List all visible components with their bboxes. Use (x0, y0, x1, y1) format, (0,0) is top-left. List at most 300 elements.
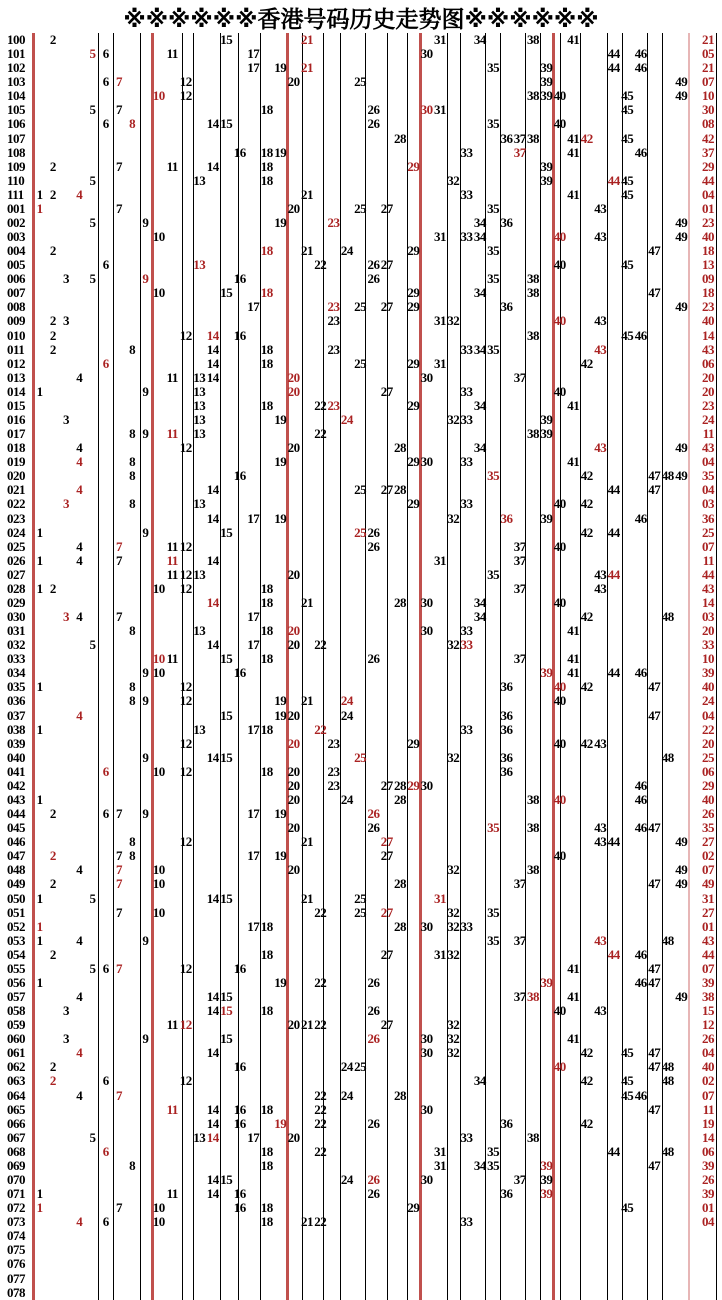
drawn-number: 31 (433, 229, 446, 245)
drawn-number: 32 (447, 1031, 460, 1047)
result-value: 40 (702, 679, 714, 695)
drawn-number: 3 (63, 1003, 70, 1019)
drawn-number: 33 (460, 1129, 473, 1145)
row-label: 024 (7, 524, 25, 540)
drawn-number: 32 (447, 946, 460, 962)
row-label: 005 (7, 257, 25, 273)
special-number: 43 (594, 932, 607, 948)
draw-row (0, 666, 722, 680)
drawn-number: 2 (49, 186, 56, 202)
drawn-number: 30 (420, 46, 433, 62)
row-label: 018 (7, 440, 25, 456)
drawn-number: 47 (648, 1045, 661, 1061)
special-number: 11 (166, 1101, 178, 1117)
drawn-number: 27 (380, 299, 393, 315)
row-label: 022 (7, 496, 25, 512)
drawn-number: 27 (380, 200, 393, 216)
row-label: 016 (7, 411, 25, 427)
drawn-number: 40 (553, 88, 566, 104)
drawn-number: 20 (287, 200, 300, 216)
drawn-number: 15 (220, 1031, 233, 1047)
drawn-number: 7 (115, 158, 122, 174)
draw-row (0, 1145, 722, 1159)
drawn-number: 24 (340, 707, 353, 723)
drawn-number: 16 (233, 665, 246, 681)
special-number: 35 (487, 820, 500, 836)
drawn-number: 22 (314, 1115, 327, 1131)
drawn-number: 25 (354, 299, 367, 315)
drawn-number: 20 (287, 707, 300, 723)
drawn-number: 2 (49, 243, 56, 259)
drawn-number: 24 (340, 243, 353, 259)
drawn-number: 46 (634, 144, 647, 160)
draw-row (0, 596, 722, 610)
special-number: 20 (287, 623, 300, 639)
special-number: 14 (206, 327, 219, 343)
drawn-number: 39 (540, 411, 553, 427)
drawn-number: 14 (206, 158, 219, 174)
draw-row (0, 469, 722, 483)
special-number: 24 (340, 693, 353, 709)
result-value: 40 (702, 313, 714, 329)
draw-row (0, 371, 722, 385)
row-label: 032 (7, 637, 25, 653)
drawn-number: 6 (102, 257, 109, 273)
draw-row (0, 526, 722, 540)
drawn-number: 33 (460, 623, 473, 639)
draw-row (0, 1032, 722, 1046)
result-value: 04 (702, 482, 714, 498)
drawn-number: 38 (527, 32, 540, 47)
draw-row (0, 75, 722, 89)
result-value: 40 (702, 1059, 714, 1075)
drawn-number: 16 (233, 1101, 246, 1117)
drawn-number: 46 (634, 665, 647, 681)
drawn-number: 38 (527, 1129, 540, 1145)
drawn-number: 18 (260, 102, 273, 118)
drawn-number: 10 (152, 904, 165, 920)
drawn-number: 31 (433, 946, 446, 962)
drawn-number: 1 (36, 524, 43, 540)
row-label: 010 (7, 327, 25, 343)
draw-row (0, 962, 722, 976)
drawn-number: 8 (129, 341, 136, 357)
row-label: 009 (7, 313, 25, 329)
drawn-number: 27 (380, 946, 393, 962)
row-label: 050 (7, 890, 25, 906)
special-number: 5 (89, 46, 96, 62)
draw-row (0, 1229, 722, 1243)
drawn-number: 14 (206, 1186, 219, 1202)
drawn-number: 47 (648, 243, 661, 259)
drawn-number: 15 (220, 524, 233, 540)
drawn-number: 30 (420, 1171, 433, 1187)
row-label: 100 (7, 32, 25, 47)
drawn-number: 34 (473, 440, 486, 456)
drawn-number: 6 (102, 46, 109, 62)
result-value: 44 (702, 566, 714, 582)
drawn-number: 17 (247, 60, 260, 76)
special-number: 14 (206, 594, 219, 610)
drawn-number: 42 (580, 1045, 593, 1061)
drawn-number: 37 (513, 538, 526, 554)
drawn-number: 35 (487, 200, 500, 216)
drawn-number: 30 (420, 1045, 433, 1061)
draw-row (0, 709, 722, 723)
drawn-number: 5 (89, 102, 96, 118)
drawn-number: 8 (129, 848, 136, 864)
drawn-number: 28 (394, 777, 407, 793)
drawn-number: 35 (487, 341, 500, 357)
drawn-number: 11 (166, 369, 178, 385)
result-value: 06 (702, 355, 714, 371)
drawn-number: 14 (206, 552, 219, 568)
drawn-number: 45 (621, 186, 634, 202)
draw-row (0, 1243, 722, 1257)
result-value: 43 (702, 580, 714, 596)
result-value: 06 (702, 763, 714, 779)
special-number: 15 (220, 1003, 233, 1019)
result-value: 04 (702, 454, 714, 470)
result-value: 04 (702, 1214, 714, 1230)
drawn-number: 47 (648, 482, 661, 498)
special-number: 38 (527, 989, 540, 1005)
draw-row (0, 1046, 722, 1060)
drawn-number: 3 (63, 1031, 70, 1047)
drawn-number: 16 (233, 271, 246, 287)
drawn-number: 14 (206, 1045, 219, 1061)
result-value: 36 (702, 510, 714, 526)
drawn-number: 34 (473, 229, 486, 245)
drawn-number: 19 (274, 848, 287, 864)
row-label: 066 (7, 1115, 25, 1131)
draw-row (0, 751, 722, 765)
drawn-number: 41 (567, 454, 580, 470)
drawn-number: 43 (594, 313, 607, 329)
drawn-number: 44 (607, 1143, 620, 1159)
drawn-number: 46 (634, 820, 647, 836)
drawn-number: 1 (36, 679, 43, 695)
result-value: 04 (702, 1045, 714, 1061)
row-label: 003 (7, 229, 25, 245)
drawn-number: 13 (193, 411, 206, 427)
drawn-number: 31 (433, 32, 446, 47)
drawn-number: 42 (580, 1073, 593, 1089)
drawn-number: 6 (102, 960, 109, 976)
result-value: 26 (702, 1031, 714, 1047)
result-value: 10 (702, 88, 714, 104)
drawn-number: 34 (473, 594, 486, 610)
drawn-number: 5 (89, 637, 96, 653)
special-number: 18 (260, 285, 273, 301)
drawn-number: 46 (634, 777, 647, 793)
drawn-number: 41 (567, 130, 580, 146)
result-value: 25 (702, 749, 714, 765)
result-value: 02 (702, 1073, 714, 1089)
drawn-number: 4 (76, 1087, 83, 1103)
drawn-number: 14 (206, 637, 219, 653)
drawn-number: 18 (260, 594, 273, 610)
result-value: 38 (702, 989, 714, 1005)
drawn-number: 19 (274, 214, 287, 230)
row-label: 015 (7, 397, 25, 413)
drawn-number: 12 (179, 763, 192, 779)
drawn-number: 14 (206, 890, 219, 906)
row-label: 001 (7, 200, 25, 216)
row-label: 077 (7, 1270, 25, 1286)
drawn-number: 9 (142, 383, 149, 399)
special-number: 39 (540, 1186, 553, 1202)
drawn-number: 49 (675, 88, 688, 104)
drawn-number: 33 (460, 1214, 473, 1230)
special-number: 6 (102, 1143, 109, 1159)
result-value: 20 (702, 369, 714, 385)
drawn-number: 11 (166, 566, 178, 582)
drawn-number: 46 (634, 510, 647, 526)
drawn-number: 43 (594, 735, 607, 751)
drawn-number: 12 (179, 566, 192, 582)
drawn-number: 37 (513, 369, 526, 385)
drawn-number: 19 (274, 411, 287, 427)
drawn-number: 16 (233, 1200, 246, 1216)
special-number: 44 (607, 172, 620, 188)
draw-row (0, 300, 722, 314)
drawn-number: 19 (274, 707, 287, 723)
special-number: 7 (115, 862, 122, 878)
special-number: 40 (553, 791, 566, 807)
drawn-number: 2 (49, 341, 56, 357)
drawn-number: 34 (473, 609, 486, 625)
draw-row (0, 694, 722, 708)
row-label: 107 (7, 130, 25, 146)
drawn-number: 25 (354, 200, 367, 216)
result-value: 07 (702, 538, 714, 554)
drawn-number: 13 (193, 1129, 206, 1145)
drawn-number: 18 (260, 144, 273, 160)
result-value: 07 (702, 1087, 714, 1103)
result-value: 01 (702, 918, 714, 934)
drawn-number: 49 (675, 440, 688, 456)
drawn-number: 12 (179, 735, 192, 751)
drawn-number: 35 (487, 60, 500, 76)
drawn-number: 19 (274, 974, 287, 990)
drawn-number: 45 (621, 1087, 634, 1103)
drawn-number: 1 (36, 186, 43, 202)
row-label: 012 (7, 355, 25, 371)
draw-row (0, 33, 722, 47)
drawn-number: 28 (394, 482, 407, 498)
row-label: 025 (7, 538, 25, 554)
special-number: 7 (115, 74, 122, 90)
drawn-number: 14 (206, 116, 219, 132)
drawn-number: 24 (340, 1087, 353, 1103)
drawn-number: 7 (115, 806, 122, 822)
result-value: 22 (702, 721, 714, 737)
drawn-number: 36 (500, 749, 513, 765)
draw-row (0, 244, 722, 258)
drawn-number: 2 (49, 876, 56, 892)
drawn-number: 38 (527, 271, 540, 287)
drawn-number: 1 (36, 580, 43, 596)
drawn-number: 45 (621, 1045, 634, 1061)
drawn-number: 1 (36, 552, 43, 568)
drawn-number: 2 (49, 580, 56, 596)
drawn-number: 33 (460, 186, 473, 202)
drawn-number: 39 (540, 510, 553, 526)
drawn-number: 39 (540, 60, 553, 76)
draw-row (0, 329, 722, 343)
drawn-number: 37 (513, 989, 526, 1005)
drawn-number: 21 (300, 186, 313, 202)
drawn-number: 47 (648, 707, 661, 723)
special-number: 4 (76, 707, 83, 723)
drawn-number: 18 (260, 1200, 273, 1216)
drawn-number: 37 (513, 876, 526, 892)
drawn-number: 23 (327, 763, 340, 779)
drawn-number: 25 (354, 74, 367, 90)
drawn-number: 14 (206, 510, 219, 526)
drawn-number: 17 (247, 299, 260, 315)
drawn-number: 22 (314, 426, 327, 442)
drawn-number: 36 (500, 1115, 513, 1131)
drawn-number: 30 (420, 369, 433, 385)
drawn-number: 39 (540, 74, 553, 90)
drawn-number: 8 (129, 454, 136, 470)
drawn-number: 26 (367, 271, 380, 287)
drawn-number: 23 (327, 777, 340, 793)
drawn-number: 9 (142, 214, 149, 230)
drawn-number: 34 (473, 397, 486, 413)
drawn-number: 18 (260, 580, 273, 596)
drawn-number: 18 (260, 1157, 273, 1173)
row-label: 101 (7, 46, 25, 62)
result-value: 27 (702, 904, 714, 920)
drawn-number: 46 (634, 46, 647, 62)
row-label: 055 (7, 960, 25, 976)
drawn-number: 35 (487, 932, 500, 948)
draw-row (0, 877, 722, 891)
result-value: 04 (702, 186, 714, 202)
drawn-number: 20 (287, 566, 300, 582)
row-label: 042 (7, 777, 25, 793)
row-label: 045 (7, 820, 25, 836)
drawn-number: 45 (621, 130, 634, 146)
drawn-number: 35 (487, 904, 500, 920)
result-value: 07 (702, 862, 714, 878)
drawn-number: 48 (661, 1143, 674, 1159)
result-value: 23 (702, 299, 714, 315)
special-number: 23 (327, 299, 340, 315)
drawn-number: 2 (49, 32, 56, 47)
row-label: 046 (7, 834, 25, 850)
drawn-number: 28 (394, 440, 407, 456)
drawn-number: 10 (152, 1214, 165, 1230)
row-label: 033 (7, 651, 25, 667)
draw-row (0, 610, 722, 624)
drawn-number: 7 (115, 200, 122, 216)
special-number: 22 (314, 721, 327, 737)
special-number: 24 (340, 411, 353, 427)
drawn-number: 36 (500, 721, 513, 737)
row-label: 053 (7, 932, 25, 948)
drawn-number: 28 (394, 918, 407, 934)
drawn-number: 31 (433, 313, 446, 329)
drawn-number: 7 (115, 102, 122, 118)
drawn-number: 10 (152, 876, 165, 892)
drawn-number: 2 (49, 946, 56, 962)
drawn-number: 47 (648, 468, 661, 484)
drawn-number: 22 (314, 1087, 327, 1103)
row-label: 061 (7, 1045, 25, 1061)
drawn-number: 40 (553, 693, 566, 709)
drawn-number: 12 (179, 1073, 192, 1089)
result-value: 14 (702, 594, 714, 610)
drawn-number: 20 (287, 1129, 300, 1145)
result-value: 20 (702, 383, 714, 399)
drawn-number: 12 (179, 88, 192, 104)
drawn-number: 23 (327, 313, 340, 329)
drawn-number: 15 (220, 707, 233, 723)
drawn-number: 34 (473, 1073, 486, 1089)
drawn-number: 44 (607, 482, 620, 498)
drawn-number: 48 (661, 749, 674, 765)
result-value: 35 (702, 820, 714, 836)
row-label: 072 (7, 1200, 25, 1216)
result-value: 43 (702, 932, 714, 948)
draw-row (0, 47, 722, 61)
drawn-number: 33 (460, 454, 473, 470)
drawn-number: 42 (580, 1115, 593, 1131)
drawn-number: 33 (460, 918, 473, 934)
special-number: 26 (367, 806, 380, 822)
drawn-number: 29 (407, 496, 420, 512)
draw-row (0, 1159, 722, 1173)
drawn-number: 26 (367, 102, 380, 118)
drawn-number: 40 (553, 594, 566, 610)
result-value: 14 (702, 327, 714, 343)
drawn-number: 41 (567, 651, 580, 667)
result-value: 30 (702, 102, 714, 118)
drawn-number: 21 (300, 834, 313, 850)
drawn-number: 10 (152, 665, 165, 681)
drawn-number: 9 (142, 693, 149, 709)
drawn-number: 15 (220, 749, 233, 765)
drawn-number: 16 (233, 144, 246, 160)
drawn-number: 41 (567, 186, 580, 202)
drawn-number: 8 (129, 426, 136, 442)
result-value: 23 (702, 397, 714, 413)
row-label: 047 (7, 848, 25, 864)
row-label: 041 (7, 763, 25, 779)
result-value: 07 (702, 74, 714, 90)
result-value: 29 (702, 777, 714, 793)
drawn-number: 49 (675, 876, 688, 892)
row-label: 060 (7, 1031, 25, 1047)
special-number: 26 (367, 1171, 380, 1187)
result-value: 20 (702, 623, 714, 639)
drawn-number: 45 (621, 102, 634, 118)
drawn-number: 45 (621, 1200, 634, 1216)
drawn-number: 28 (394, 876, 407, 892)
special-number: 7 (115, 538, 122, 554)
drawn-number: 22 (314, 257, 327, 273)
draw-row (0, 188, 722, 202)
drawn-number: 17 (247, 46, 260, 62)
draw-row (0, 793, 722, 807)
drawn-number: 42 (580, 355, 593, 371)
drawn-number: 42 (580, 679, 593, 695)
drawn-number: 27 (380, 1017, 393, 1033)
